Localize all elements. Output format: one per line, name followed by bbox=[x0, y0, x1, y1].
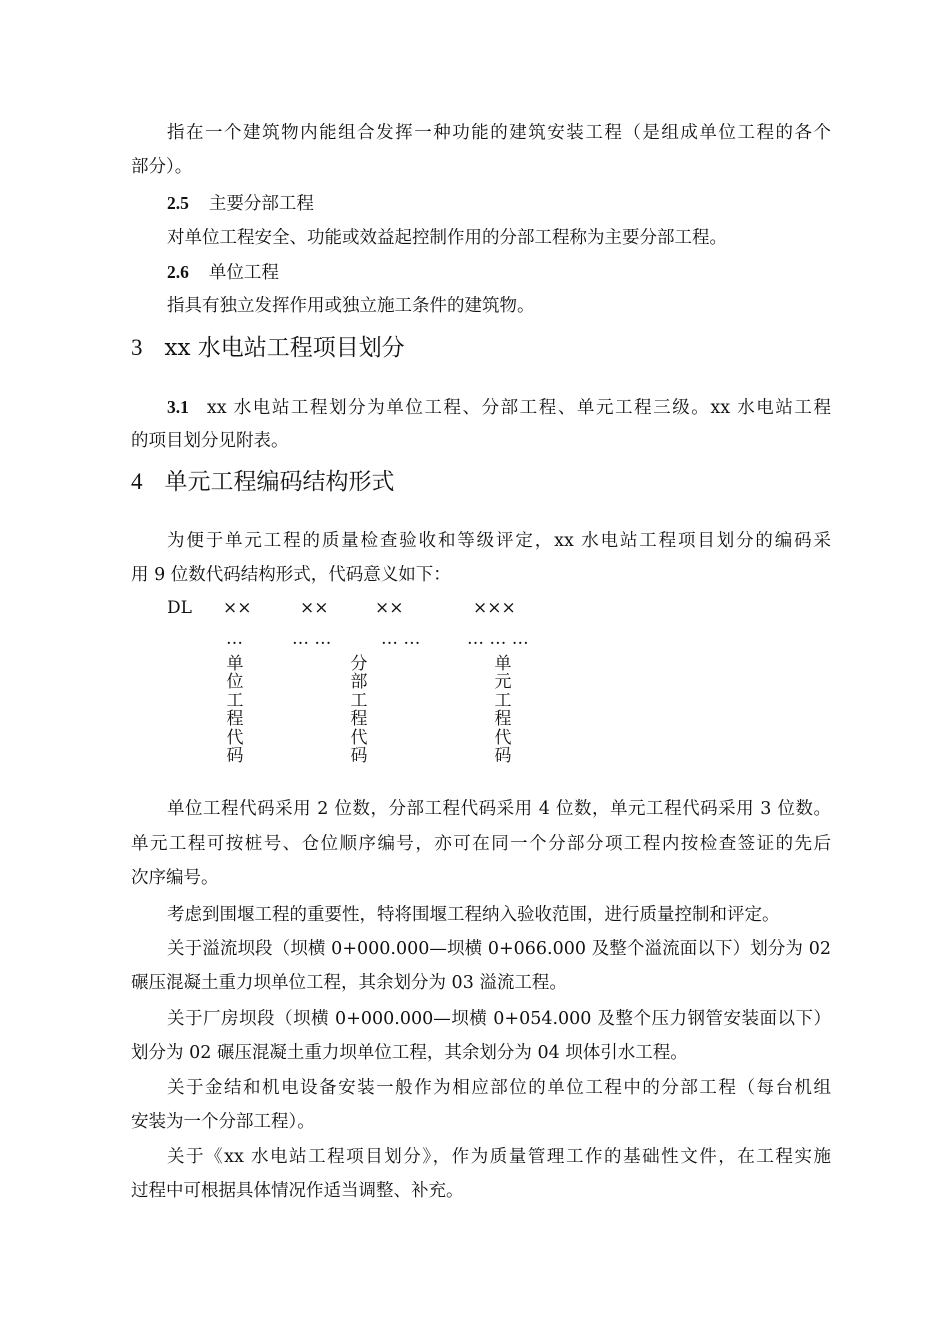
paragraph-line: 为便于单元工程的质量检查验收和等级评定，xx 水电站工程项目划分的编码采 bbox=[167, 531, 831, 551]
paragraph-line: 部分）。 bbox=[131, 157, 193, 177]
paragraph-line: 划分为 02 碾压混凝土重力坝单位工程，其余划分为 04 坝体引水工程。 bbox=[131, 1043, 688, 1063]
section-heading-2-6 bbox=[167, 261, 279, 284]
label-char: 元 bbox=[494, 672, 512, 693]
code-prefix: DL bbox=[167, 598, 192, 618]
paragraph-line: 关于金结和机电设备安装一般作为相应部位的单位工程中的分部工程（每台机组 bbox=[167, 1078, 831, 1098]
paragraph-line bbox=[167, 396, 831, 419]
label-char: 码 bbox=[494, 746, 512, 767]
section-number: 3.1 bbox=[167, 397, 189, 417]
paragraph-line: 过程中可根据具体情况作适当调整、补充。 bbox=[131, 1181, 464, 1201]
paragraph-line: 关于厂房坝段（坝横 0+000.000—坝横 0+054.000 及整个压力钢管安装面以下） bbox=[167, 1009, 831, 1029]
label-char: 程 bbox=[494, 709, 512, 730]
code-group-element: ××× bbox=[473, 598, 516, 618]
label-char: 工 bbox=[226, 690, 244, 711]
paragraph-line: 安装为一个分部工程）。 bbox=[131, 1112, 315, 1132]
label-char: 工 bbox=[350, 690, 368, 711]
code-group-unit: ×× bbox=[223, 598, 252, 618]
label-char: 程 bbox=[350, 709, 368, 730]
label-char: 程 bbox=[226, 709, 244, 730]
paragraph-line: 考虑到围堰工程的重要性，特将围堰工程纳入验收范围，进行质量控制和评定。 bbox=[167, 905, 780, 925]
label-char: 代 bbox=[350, 727, 368, 748]
paragraph-line: 对单位工程安全、功能或效益起控制作用的分部工程称为主要分部工程。 bbox=[167, 228, 727, 248]
label-char: 单 bbox=[494, 654, 512, 674]
label-char: 代 bbox=[494, 727, 512, 748]
paragraph-line: 关于《xx 水电站工程项目划分》，作为质量管理工作的基础性文件，在工程实施 bbox=[167, 1147, 831, 1167]
paragraph-line: 指具有独立发挥作用或独立施工条件的建筑物。 bbox=[167, 296, 535, 316]
paragraph-line: 碾压混凝土重力坝单位工程，其余划分为 03 溢流工程。 bbox=[131, 973, 567, 993]
label-char: 代 bbox=[226, 727, 244, 748]
chapter-title: 单元工程编码结构形式 bbox=[164, 469, 395, 495]
code-dots-division-a: … … bbox=[292, 629, 332, 649]
label-char: 工 bbox=[494, 690, 512, 711]
paragraph-line: 用 9 位数代码结构形式，代码意义如下： bbox=[131, 565, 451, 585]
chapter-heading-3 bbox=[131, 333, 405, 363]
chapter-number: 3 bbox=[131, 335, 143, 360]
paragraph-line: 的项目划分见附表。 bbox=[131, 431, 289, 451]
chapter-heading-4 bbox=[131, 467, 395, 497]
label-char: 码 bbox=[226, 746, 244, 767]
label-char: 码 bbox=[350, 746, 368, 767]
code-dots-element: … … … bbox=[467, 629, 529, 649]
section-title: 主要分部工程 bbox=[208, 194, 314, 214]
code-group-division-b: ×× bbox=[375, 598, 404, 618]
label-char: 分 bbox=[350, 654, 368, 674]
code-group-division-a: ×× bbox=[300, 598, 329, 618]
section-number: 2.6 bbox=[167, 262, 189, 282]
paragraph-line: 关于溢流坝段（坝横 0+000.000—坝横 0+066.000 及整个溢流面以下）划分为 02 bbox=[167, 939, 831, 959]
label-char: 部 bbox=[350, 672, 368, 693]
label-division-code bbox=[349, 655, 369, 765]
code-dots-division-b: … … bbox=[381, 629, 421, 649]
section-heading-2-5 bbox=[167, 192, 314, 215]
label-unit-code bbox=[225, 655, 245, 765]
paragraph-line: 次序编号。 bbox=[131, 868, 219, 888]
section-text: xx 水电站工程划分为单位工程、分部工程、单元工程三级。xx 水电站工程 bbox=[206, 398, 831, 418]
section-title: 单位工程 bbox=[208, 263, 279, 283]
label-char: 位 bbox=[226, 672, 244, 693]
chapter-title: xx 水电站工程项目划分 bbox=[164, 335, 405, 361]
chapter-number: 4 bbox=[131, 469, 143, 494]
code-dots-unit: … bbox=[226, 629, 243, 649]
paragraph-line: 指在一个建筑物内能组合发挥一种功能的建筑安装工程（是组成单位工程的各个 bbox=[167, 123, 831, 143]
paragraph-line: 单元工程可按桩号、仓位顺序编号，亦可在同一个分部分项工程内按检查签证的先后 bbox=[131, 834, 831, 854]
paragraph-line: 单位工程代码采用 2 位数，分部工程代码采用 4 位数，单元工程代码采用 3 位数。 bbox=[167, 799, 831, 819]
section-number: 2.5 bbox=[167, 193, 189, 213]
label-char: 单 bbox=[226, 654, 244, 674]
label-element-code bbox=[493, 655, 513, 765]
